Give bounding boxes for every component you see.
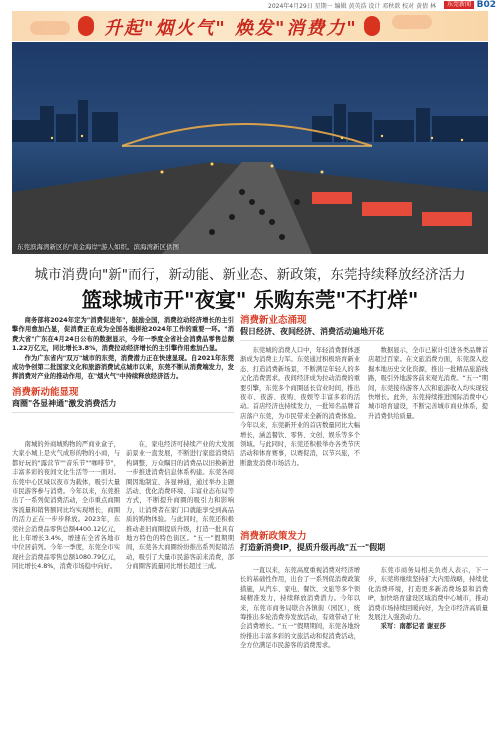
lantern-icon — [364, 16, 380, 36]
date-line: 2024年4月29日 星期一 编辑 黄英浩 设计 邓秋歆 校对 黄倩 林 — [268, 3, 436, 10]
section-heading-new-momentum: 消费新动能显现 — [12, 386, 79, 398]
body-text: 南城的外商城购物的严商业盒子，大家小城上是火气成形的物的小商，与都好玩的"露营节""音乐节""咖啡节"，丰富多彩的夜间文化生活等一一面对。东莞中心区域以夜市为载体，吸引大量市民游客参与消费。今年以来，东莞推出了一系列促消费活动，全市重点商圈客流量和销售额同比均实现增长，商圈的活力正在一步步释放。2023年，东莞社会消费品零售总额4400.12亿元，比上年增长3.4%，增速在全省各地市中位居前列。今年一季度，东莞全市实现社会消费品零售总额1080.79亿元，同比增长4.8%，消费市场稳中向好。 — [12, 441, 120, 571]
header-banner — [12, 11, 488, 41]
section-heading-new-policy: 消费新政策发力 — [240, 531, 307, 542]
column-3 — [240, 346, 360, 526]
article-subtitle: 城市消费向"新"而行，新动能、新业态、新政策，东莞持续释放经济活力 — [34, 267, 466, 283]
left-column — [12, 316, 234, 417]
photo-illustration — [12, 42, 488, 254]
author-credit: 采写：南都记者 谢亚莎 — [380, 623, 446, 631]
body-text: 数据显示，全市已累计引进各类品牌首店超过百家。在文旅消费方面，东莞深入挖掘本地历史文化资源，推出一批精品旅游线路，吸引外地游客前来观光消费。“五一”期间，东莞接待游客人次和旅游收入均实现较快增长。此外，东莞持续推进国际消费中心城市培育建设，不断完善城市商业体系，提升消费供给质量。 — [368, 347, 488, 420]
banner-slogan: 升起"烟火气" 焕发"消费力" — [104, 18, 358, 39]
section-subheading-ip: 打造新消费IP，提质升级再战"五一"假期 — [240, 543, 488, 556]
column-1 — [12, 440, 120, 750]
page-number: B02 — [476, 0, 496, 10]
article-title: 篮球城市开"夜宴" 乐购东莞"不打烊" — [81, 288, 419, 312]
cloud-decoration — [392, 15, 432, 29]
body-text: 东莞城的消费人口中，年轻消费群体逐渐成为消费主力军。东莞通过积极培育新业态、打造消费新场景，不断满足年轻人的多元化消费需求。夜间经济成为拉动消费的重要引擎，东莞多个商圈延长营业时间，推出夜市、夜游、夜购、夜娱等丰富多彩的活动。首店经济也持续发力，一批知名品牌首店落户东莞，为市民带来全新的消费体验。今年以来，东莞新开业的首店数量同比大幅增长，涵盖餐饮、零售、文创、娱乐等多个领域。与此同时，东莞还积极举办各类节庆活动和体育赛事，以赛促消，以节兴旅，不断激发消费市场活力。 — [240, 347, 360, 467]
right-heading-block-2 — [240, 532, 488, 561]
section-subheading-holiday: 假日经济、夜间经济、消费活动遍地开花 — [240, 327, 488, 340]
section-subheading-commercial: 商圈"各显神通"激发消费活力 — [12, 399, 234, 412]
night-waterfront-photo — [12, 42, 488, 254]
lantern-icon — [78, 16, 94, 36]
body-text: 在，家电经济可持续产业的大发展前景业一直发展，不断进行家庭消费结构调整，万众瞩目的消费品以旧换新进一步推进消费信息体系构建。东莞各商圈因地制宜、各显神通，通过举办主题活动、优化消费环境、丰富业态布局等方式，不断提升商圈的吸引力和影响力，让消费者在家门口就能享受到高品质的购物体验。与此同时，东莞还积极推动老旧商圈提质升级，打造一批具有地方特色的特色街区。“五一”假期期间，东莞各大商圈纷纷推出系列促销活动，吸引了大量市民游客前来消费，部分商圈客流量同比增长超过三成。 — [126, 441, 234, 571]
article-lead-2: 作为广东省内"双万"城市的东莞，消费潜力正在快速显现。自2021年东莞成功争创第二批国家文化和旅游消费试点城市以来，东莞不断从消费端发力，发挥消费对产业的推动作用，在"烟火气"中持续释放经济活力。 — [12, 354, 234, 381]
column-6 — [368, 566, 488, 750]
photo-caption: 东莞滨海湾新区的"黄金海岸"游人如织。滨海湾新区供图 — [17, 243, 179, 251]
section-badge: 东莞新闻 — [444, 1, 474, 9]
article-lead: 商务部将2024年定为"消费促进年"，鼓励全国，消费拉动经济增长的主引擎作用愈加凸显，促消费正在成为全国各地拼抢2024年工作的重要一环。"消费大省"广东在4月24日公布的数据显示，今年一季度全省社会消费品零售总额1.22万亿元，同比增长3.8%，消费拉动经济增长的主引擎作用愈加凸显。 — [12, 317, 234, 353]
body-text: 一直以来，东莞高度重视消费对经济增长的基础性作用，出台了一系列促消费政策措施，从汽车、家电、餐饮、文旅等多个领域精准发力，持续释放消费潜力。今年以来，东莞市商务局联合各镇街（园区），统筹推出多轮消费券发放活动，有效带动了社会消费增长。“五一”假期期间，东莞各地纷纷推出丰富多彩的文旅活动和促消费活动，全方位满足市民游客的消费需求。 — [240, 567, 360, 650]
top-strip — [0, 0, 500, 10]
right-heading-block — [240, 316, 488, 345]
body-text: 东莞市商务局相关负责人表示，下一步，东莞将继续坚持扩大内需战略，持续优化消费环境，打造更多新消费场景和消费IP，加快培育建设区域消费中心城市，推动消费市场持续回暖向好，为全市经济高质量发展注入强劲动力。 — [368, 567, 488, 622]
cloud-decoration — [30, 21, 70, 35]
column-5 — [240, 566, 360, 750]
section-heading-new-formats: 消费新业态涌现 — [240, 315, 307, 326]
column-2 — [126, 440, 234, 750]
column-4 — [368, 346, 488, 526]
